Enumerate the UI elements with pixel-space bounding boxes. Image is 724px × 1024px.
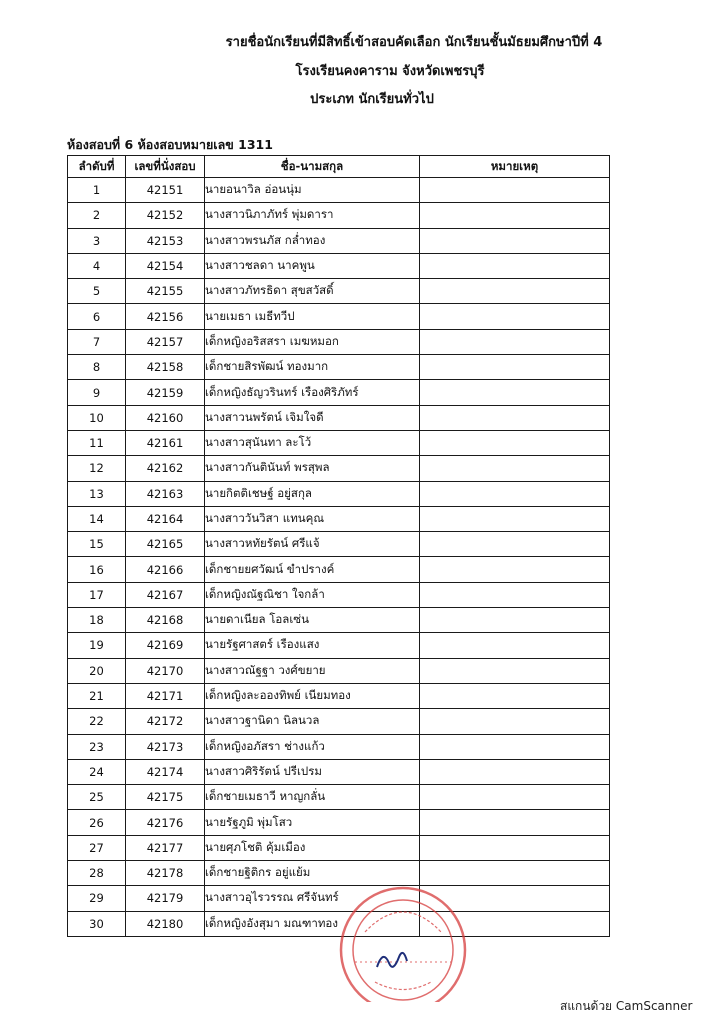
row-remarks [420, 810, 610, 835]
row-remarks [420, 203, 610, 228]
row-seat-number: 42165 [126, 532, 205, 557]
row-seat-number: 42154 [126, 253, 205, 278]
row-order-number: 14 [68, 506, 126, 531]
official-seal-stamp [325, 872, 475, 1002]
row-seat-number: 42163 [126, 481, 205, 506]
row-order-number: 8 [68, 355, 126, 380]
row-student-name: นางสาวณัฐฐา วงศ์ขยาย [205, 658, 420, 683]
table-row [68, 279, 610, 304]
row-student-name: นางสาวหทัยรัตน์ ศรีแจ้ [205, 532, 420, 557]
row-seat-number: 42174 [126, 759, 205, 784]
row-order-number: 18 [68, 608, 126, 633]
row-order-number: 4 [68, 253, 126, 278]
row-order-number: 11 [68, 430, 126, 455]
row-remarks [420, 506, 610, 531]
row-order-number: 17 [68, 582, 126, 607]
row-order-number: 3 [68, 228, 126, 253]
row-remarks [420, 304, 610, 329]
document-title: รายชื่อนักเรียนที่มีสิทธิ์เข้าสอบคัดเลือก นักเรียนชั้นมัธยมศึกษาปีที่ 4 [225, 35, 603, 50]
table-header-row [68, 156, 610, 178]
student-category: ประเภท นักเรียนทั่วไป [310, 92, 434, 107]
row-order-number: 19 [68, 633, 126, 658]
row-remarks [420, 608, 610, 633]
row-seat-number: 42170 [126, 658, 205, 683]
row-order-number: 23 [68, 734, 126, 759]
row-seat-number: 42162 [126, 456, 205, 481]
row-student-name: นายอนาวิล อ่อนนุ่ม [205, 178, 420, 203]
signature-mark [377, 953, 407, 967]
table-row [68, 506, 610, 531]
row-remarks [420, 633, 610, 658]
row-student-name: นางสาวกันตินันท์ พรสุพล [205, 456, 420, 481]
roster-body [68, 178, 610, 937]
row-seat-number: 42171 [126, 683, 205, 708]
row-order-number: 2 [68, 203, 126, 228]
row-seat-number: 42180 [126, 911, 205, 936]
row-student-name: เด็กหญิงธัญวรินทร์ เรืองศิริภัทร์ [205, 380, 420, 405]
row-seat-number: 42178 [126, 861, 205, 886]
row-seat-number: 42166 [126, 557, 205, 582]
table-row [68, 608, 610, 633]
exam-room-label: ห้องสอบที่ 6 ห้องสอบหมายเลข 1311 [67, 137, 273, 152]
table-row [68, 405, 610, 430]
row-student-name: นางสาวศิริรัตน์ ปรีเปรม [205, 759, 420, 784]
table-row [68, 481, 610, 506]
row-order-number: 5 [68, 279, 126, 304]
table-row [68, 380, 610, 405]
table-row [68, 532, 610, 557]
row-order-number: 26 [68, 810, 126, 835]
row-student-name: นางสาวนิภาภัทร์ พุ่มดารา [205, 203, 420, 228]
row-seat-number: 42175 [126, 785, 205, 810]
seal-outer-ring [341, 888, 465, 1002]
row-remarks [420, 228, 610, 253]
row-student-name: เด็กหญิงอริสสรา เมฆหมอก [205, 329, 420, 354]
column-header-seat-number: เลขที่นั่งสอบ [126, 156, 205, 178]
table-row [68, 355, 610, 380]
table-row [68, 430, 610, 455]
row-student-name: เด็กหญิงอังสุมา มณฑาทอง [205, 911, 420, 936]
row-order-number: 16 [68, 557, 126, 582]
row-order-number: 21 [68, 683, 126, 708]
row-order-number: 6 [68, 304, 126, 329]
table-row [68, 658, 610, 683]
row-remarks [420, 709, 610, 734]
row-seat-number: 42156 [126, 304, 205, 329]
table-row [68, 582, 610, 607]
table-row [68, 759, 610, 784]
row-remarks [420, 430, 610, 455]
row-order-number: 1 [68, 178, 126, 203]
row-seat-number: 42152 [126, 203, 205, 228]
row-seat-number: 42167 [126, 582, 205, 607]
row-seat-number: 42158 [126, 355, 205, 380]
row-remarks [420, 785, 610, 810]
seal-lettering-arc [365, 912, 441, 932]
row-remarks [420, 582, 610, 607]
row-seat-number: 42151 [126, 178, 205, 203]
table-row [68, 683, 610, 708]
row-order-number: 9 [68, 380, 126, 405]
school-name: โรงเรียนคงคาราม จังหวัดเพชรบุรี [295, 64, 485, 79]
row-student-name: นางสาวนพรัตน์ เจิมใจดี [205, 405, 420, 430]
row-student-name: นางสาวพรนภัส กล่ำทอง [205, 228, 420, 253]
seal-lettering-arc-bottom [375, 982, 431, 990]
row-student-name: นายศุภโชติ คุ้มเมือง [205, 835, 420, 860]
table-row [68, 785, 610, 810]
row-remarks [420, 481, 610, 506]
table-row [68, 557, 610, 582]
row-student-name: เด็กชายฐิติกร อยู่แย้ม [205, 861, 420, 886]
row-student-name: นางสาวอุไรวรรณ ศรีจันทร์ [205, 886, 420, 911]
row-seat-number: 42172 [126, 709, 205, 734]
row-order-number: 24 [68, 759, 126, 784]
row-seat-number: 42173 [126, 734, 205, 759]
row-student-name: เด็กหญิงอภัสรา ช่างแก้ว [205, 734, 420, 759]
row-seat-number: 42155 [126, 279, 205, 304]
row-student-name: นายรัฐศาสตร์ เรืองแสง [205, 633, 420, 658]
row-seat-number: 42176 [126, 810, 205, 835]
row-order-number: 12 [68, 456, 126, 481]
row-seat-number: 42159 [126, 380, 205, 405]
row-remarks [420, 178, 610, 203]
column-header-order: ลำดับที่ [68, 156, 126, 178]
row-remarks [420, 734, 610, 759]
row-remarks [420, 329, 610, 354]
row-order-number: 28 [68, 861, 126, 886]
row-order-number: 29 [68, 886, 126, 911]
row-student-name: นายเมธา เมธีทวีป [205, 304, 420, 329]
row-seat-number: 42168 [126, 608, 205, 633]
row-order-number: 30 [68, 911, 126, 936]
row-remarks [420, 253, 610, 278]
row-remarks [420, 759, 610, 784]
row-remarks [420, 355, 610, 380]
row-student-name: นางสาวสุนันทา ละโว้ [205, 430, 420, 455]
table-row [68, 304, 610, 329]
row-student-name: เด็กชายสิรพัฒน์ ทองมาก [205, 355, 420, 380]
row-student-name: เด็กชายยศวัฒน์ ขำปรางค์ [205, 557, 420, 582]
row-remarks [420, 405, 610, 430]
row-order-number: 27 [68, 835, 126, 860]
table-row [68, 329, 610, 354]
column-header-full-name: ชื่อ-นามสกุล [205, 156, 420, 178]
camscanner-watermark: สแกนด้วย CamScanner [560, 999, 693, 1013]
table-row [68, 633, 610, 658]
row-student-name: นางสาวชลดา นาคพูน [205, 253, 420, 278]
row-seat-number: 42179 [126, 886, 205, 911]
row-order-number: 7 [68, 329, 126, 354]
table-row [68, 456, 610, 481]
row-student-name: เด็กหญิงละอองทิพย์ เนียมทอง [205, 683, 420, 708]
seal-inner-ring [353, 900, 453, 1000]
table-row [68, 178, 610, 203]
row-order-number: 13 [68, 481, 126, 506]
row-order-number: 22 [68, 709, 126, 734]
table-row [68, 835, 610, 860]
row-order-number: 25 [68, 785, 126, 810]
table-row [68, 810, 610, 835]
row-student-name: นางสาววันวิสา แทนคุณ [205, 506, 420, 531]
row-student-name: นางสาวภัทรธิดา สุขสวัสดิ์ [205, 279, 420, 304]
student-roster-table [67, 155, 610, 937]
table-row [68, 709, 610, 734]
table-row [68, 203, 610, 228]
row-seat-number: 42169 [126, 633, 205, 658]
row-remarks [420, 532, 610, 557]
row-remarks [420, 557, 610, 582]
column-header-remarks: หมายเหตุ [420, 156, 610, 178]
row-student-name: นายกิตติเชษฐ์ อยู่สกุล [205, 481, 420, 506]
row-order-number: 20 [68, 658, 126, 683]
row-seat-number: 42157 [126, 329, 205, 354]
row-remarks [420, 380, 610, 405]
row-remarks [420, 658, 610, 683]
row-seat-number: 42177 [126, 835, 205, 860]
table-row [68, 253, 610, 278]
row-student-name: เด็กชายเมธาวี หาญกลั่น [205, 785, 420, 810]
table-row [68, 734, 610, 759]
row-seat-number: 42153 [126, 228, 205, 253]
row-remarks [420, 835, 610, 860]
row-order-number: 10 [68, 405, 126, 430]
row-remarks [420, 279, 610, 304]
row-seat-number: 42164 [126, 506, 205, 531]
row-seat-number: 42160 [126, 405, 205, 430]
row-student-name: นางสาวฐานิดา นิลนวล [205, 709, 420, 734]
row-student-name: นายรัฐภูมิ พุ่มโสว [205, 810, 420, 835]
row-order-number: 15 [68, 532, 126, 557]
table-row [68, 228, 610, 253]
row-seat-number: 42161 [126, 430, 205, 455]
row-student-name: นายดาเนียล โอลเซ่น [205, 608, 420, 633]
row-student-name: เด็กหญิงณัฐณิชา ใจกล้า [205, 582, 420, 607]
row-remarks [420, 456, 610, 481]
row-remarks [420, 683, 610, 708]
